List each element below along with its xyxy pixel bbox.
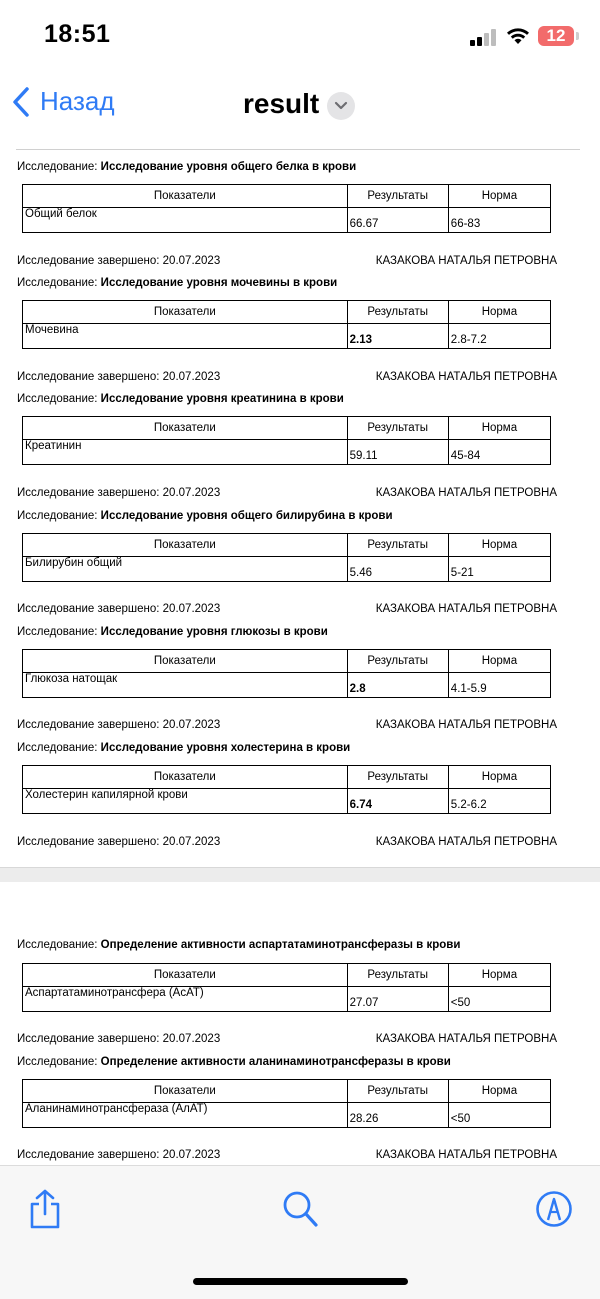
table-row [23, 789, 551, 814]
result-cell: 2.8 [347, 673, 448, 698]
table-row [23, 766, 551, 789]
norm-cell: 45-84 [448, 440, 550, 465]
column-header: Норма [448, 534, 550, 557]
study-meta [17, 1033, 557, 1045]
bottom-toolbar [0, 1165, 600, 1299]
param-cell: Билирубин общий [23, 557, 348, 582]
table-row [23, 301, 551, 324]
doctor-name: КАЗАКОВА НАТАЛЬЯ ПЕТРОВНА [375, 255, 557, 267]
column-header: Показатели [23, 301, 348, 324]
column-header: Результаты [347, 534, 448, 557]
back-button[interactable] [12, 86, 115, 117]
column-header: Результаты [347, 964, 448, 987]
study-meta [17, 371, 557, 383]
study-name: Определение активности аспартатаминотрансферазы в крови [100, 939, 461, 951]
nav-bar [0, 70, 600, 142]
text: Исследование завершено: 20.07.2023 [17, 719, 221, 731]
text: Исследование: [17, 277, 101, 289]
back-label: Назад [40, 86, 115, 116]
column-header: Результаты [347, 301, 448, 324]
results-table [22, 416, 551, 465]
study-title [17, 742, 350, 754]
markup-icon [534, 1188, 574, 1230]
text: Исследование: [17, 393, 101, 405]
markup-button[interactable] [534, 1188, 574, 1235]
table-row [23, 987, 551, 1012]
column-header: Норма [448, 417, 550, 440]
column-header: Показатели [23, 1080, 348, 1103]
study-meta [17, 1149, 557, 1161]
search-icon [281, 1188, 321, 1230]
table-row [23, 185, 551, 208]
study-meta [17, 719, 557, 731]
study-name: Исследование уровня холестерина в крови [100, 742, 351, 754]
home-indicator [193, 1278, 408, 1285]
param-cell: Общий белок [23, 208, 348, 233]
text: Исследование завершено: 20.07.2023 [17, 1033, 221, 1045]
column-header: Норма [448, 1080, 550, 1103]
col-header-param: Показатели [23, 185, 348, 208]
param-cell: Мочевина [23, 324, 348, 349]
study-name: Определение активности аланинаминотрансферазы в крови [100, 1056, 451, 1068]
text: Исследование: [17, 626, 101, 638]
study-title [17, 626, 328, 638]
study-title [17, 1056, 451, 1068]
share-icon [26, 1188, 64, 1230]
col-header-norm: Норма [448, 185, 550, 208]
table-row [23, 673, 551, 698]
study-title [17, 277, 337, 289]
study-title [17, 939, 460, 951]
completed-date: Исследование завершено: 20.07.2023 [17, 255, 221, 267]
page-title[interactable]: result [243, 88, 320, 119]
norm-cell: 2.8-7.2 [448, 324, 550, 349]
result-cell: 5.46 [347, 557, 448, 582]
column-header: Показатели [23, 650, 348, 673]
table-row [23, 1080, 551, 1103]
param-cell: Глюкоза натощак [23, 673, 348, 698]
text: КАЗАКОВА НАТАЛЬЯ ПЕТРОВНА [375, 1033, 557, 1045]
table-row [23, 964, 551, 987]
text [470, 40, 475, 46]
result-cell: 6.74 [347, 789, 448, 814]
study-meta [17, 487, 557, 499]
result-cell: 27.07 [347, 987, 448, 1012]
study-meta [17, 836, 557, 848]
wifi-icon [505, 26, 531, 46]
result-cell: 28.26 [347, 1103, 448, 1128]
chevron-down-icon [334, 101, 348, 111]
text [477, 37, 482, 46]
param-cell: Аланинаминотрансфераза (АлАТ) [23, 1103, 348, 1128]
param-cell: Аспартатаминотрансфера (АсАТ) [23, 987, 348, 1012]
norm-cell: 66-83 [448, 208, 550, 233]
battery-tip [576, 32, 579, 40]
results-table [22, 184, 551, 233]
column-header: Норма [448, 301, 550, 324]
column-header: Норма [448, 650, 550, 673]
text: Исследование завершено: 20.07.2023 [17, 836, 221, 848]
text: КАЗАКОВА НАТАЛЬЯ ПЕТРОВНА [375, 603, 557, 615]
param-cell: Креатинин [23, 440, 348, 465]
results-table [22, 963, 551, 1012]
text: КАЗАКОВА НАТАЛЬЯ ПЕТРОВНА [375, 1149, 557, 1161]
text: КАЗАКОВА НАТАЛЬЯ ПЕТРОВНА [375, 371, 557, 383]
study-name: Исследование уровня креатинина в крови [100, 393, 344, 405]
title-menu-button[interactable] [327, 92, 355, 120]
norm-cell: 4.1-5.9 [448, 673, 550, 698]
result-cell: 59.11 [347, 440, 448, 465]
text: Исследование завершено: 20.07.2023 [17, 1149, 221, 1161]
cellular-signal-icon [470, 28, 498, 46]
chevron-left-icon [12, 87, 30, 117]
column-header: Результаты [347, 650, 448, 673]
text: Исследование: [17, 161, 101, 173]
study-title [17, 393, 344, 405]
study-name: Исследование уровня мочевины в крови [100, 277, 338, 289]
table-row [23, 1103, 551, 1128]
text: Исследование: [17, 510, 101, 522]
study-name: Исследование уровня глюкозы в крови [100, 626, 328, 638]
column-header: Норма [448, 964, 550, 987]
table-row [23, 417, 551, 440]
battery-icon [538, 26, 574, 46]
table-row [23, 650, 551, 673]
table-row [23, 534, 551, 557]
text: Исследование завершено: 20.07.2023 [17, 603, 221, 615]
results-table [22, 649, 551, 698]
study-meta [17, 603, 557, 615]
column-header: Показатели [23, 964, 348, 987]
status-bar [0, 0, 600, 70]
text: КАЗАКОВА НАТАЛЬЯ ПЕТРОВНА [375, 836, 557, 848]
text: Исследование: [17, 939, 101, 951]
norm-cell: 5-21 [448, 557, 550, 582]
study-meta [17, 255, 557, 267]
column-header: Норма [448, 766, 550, 789]
table-row [23, 208, 551, 233]
column-header: Показатели [23, 417, 348, 440]
column-header: Результаты [347, 766, 448, 789]
text: Исследование: [17, 1056, 101, 1068]
results-table [22, 533, 551, 582]
nav-divider [16, 149, 580, 150]
column-header: Показатели [23, 534, 348, 557]
battery-level: 12 [546, 26, 566, 45]
text [491, 29, 496, 46]
share-button[interactable] [26, 1188, 64, 1235]
text: Исследование: [17, 742, 101, 754]
column-header: Результаты [347, 417, 448, 440]
search-button[interactable] [281, 1188, 321, 1235]
study-title [17, 510, 393, 522]
column-header: Результаты [347, 1080, 448, 1103]
study-title [17, 161, 356, 173]
column-header: Показатели [23, 766, 348, 789]
table-row [23, 440, 551, 465]
page-separator [0, 867, 600, 882]
text: Исследование завершено: 20.07.2023 [17, 371, 221, 383]
text [484, 33, 489, 46]
table-row [23, 557, 551, 582]
result-cell: 2.13 [347, 324, 448, 349]
result-cell: 66.67 [347, 208, 448, 233]
table-row [23, 324, 551, 349]
norm-cell: 5.2-6.2 [448, 789, 550, 814]
col-header-result: Результаты [347, 185, 448, 208]
status-time: 18:51 [44, 20, 111, 48]
results-table [22, 765, 551, 814]
results-table [22, 1079, 551, 1128]
study-name: Исследование уровня общего белка в крови [100, 161, 357, 173]
study-name: Исследование уровня общего билирубина в крови [100, 510, 393, 522]
norm-cell: <50 [448, 987, 550, 1012]
text: КАЗАКОВА НАТАЛЬЯ ПЕТРОВНА [375, 719, 557, 731]
text: Исследование завершено: 20.07.2023 [17, 487, 221, 499]
text: КАЗАКОВА НАТАЛЬЯ ПЕТРОВНА [375, 487, 557, 499]
param-cell: Холестерин капилярной крови [23, 789, 348, 814]
results-table [22, 300, 551, 349]
norm-cell: <50 [448, 1103, 550, 1128]
